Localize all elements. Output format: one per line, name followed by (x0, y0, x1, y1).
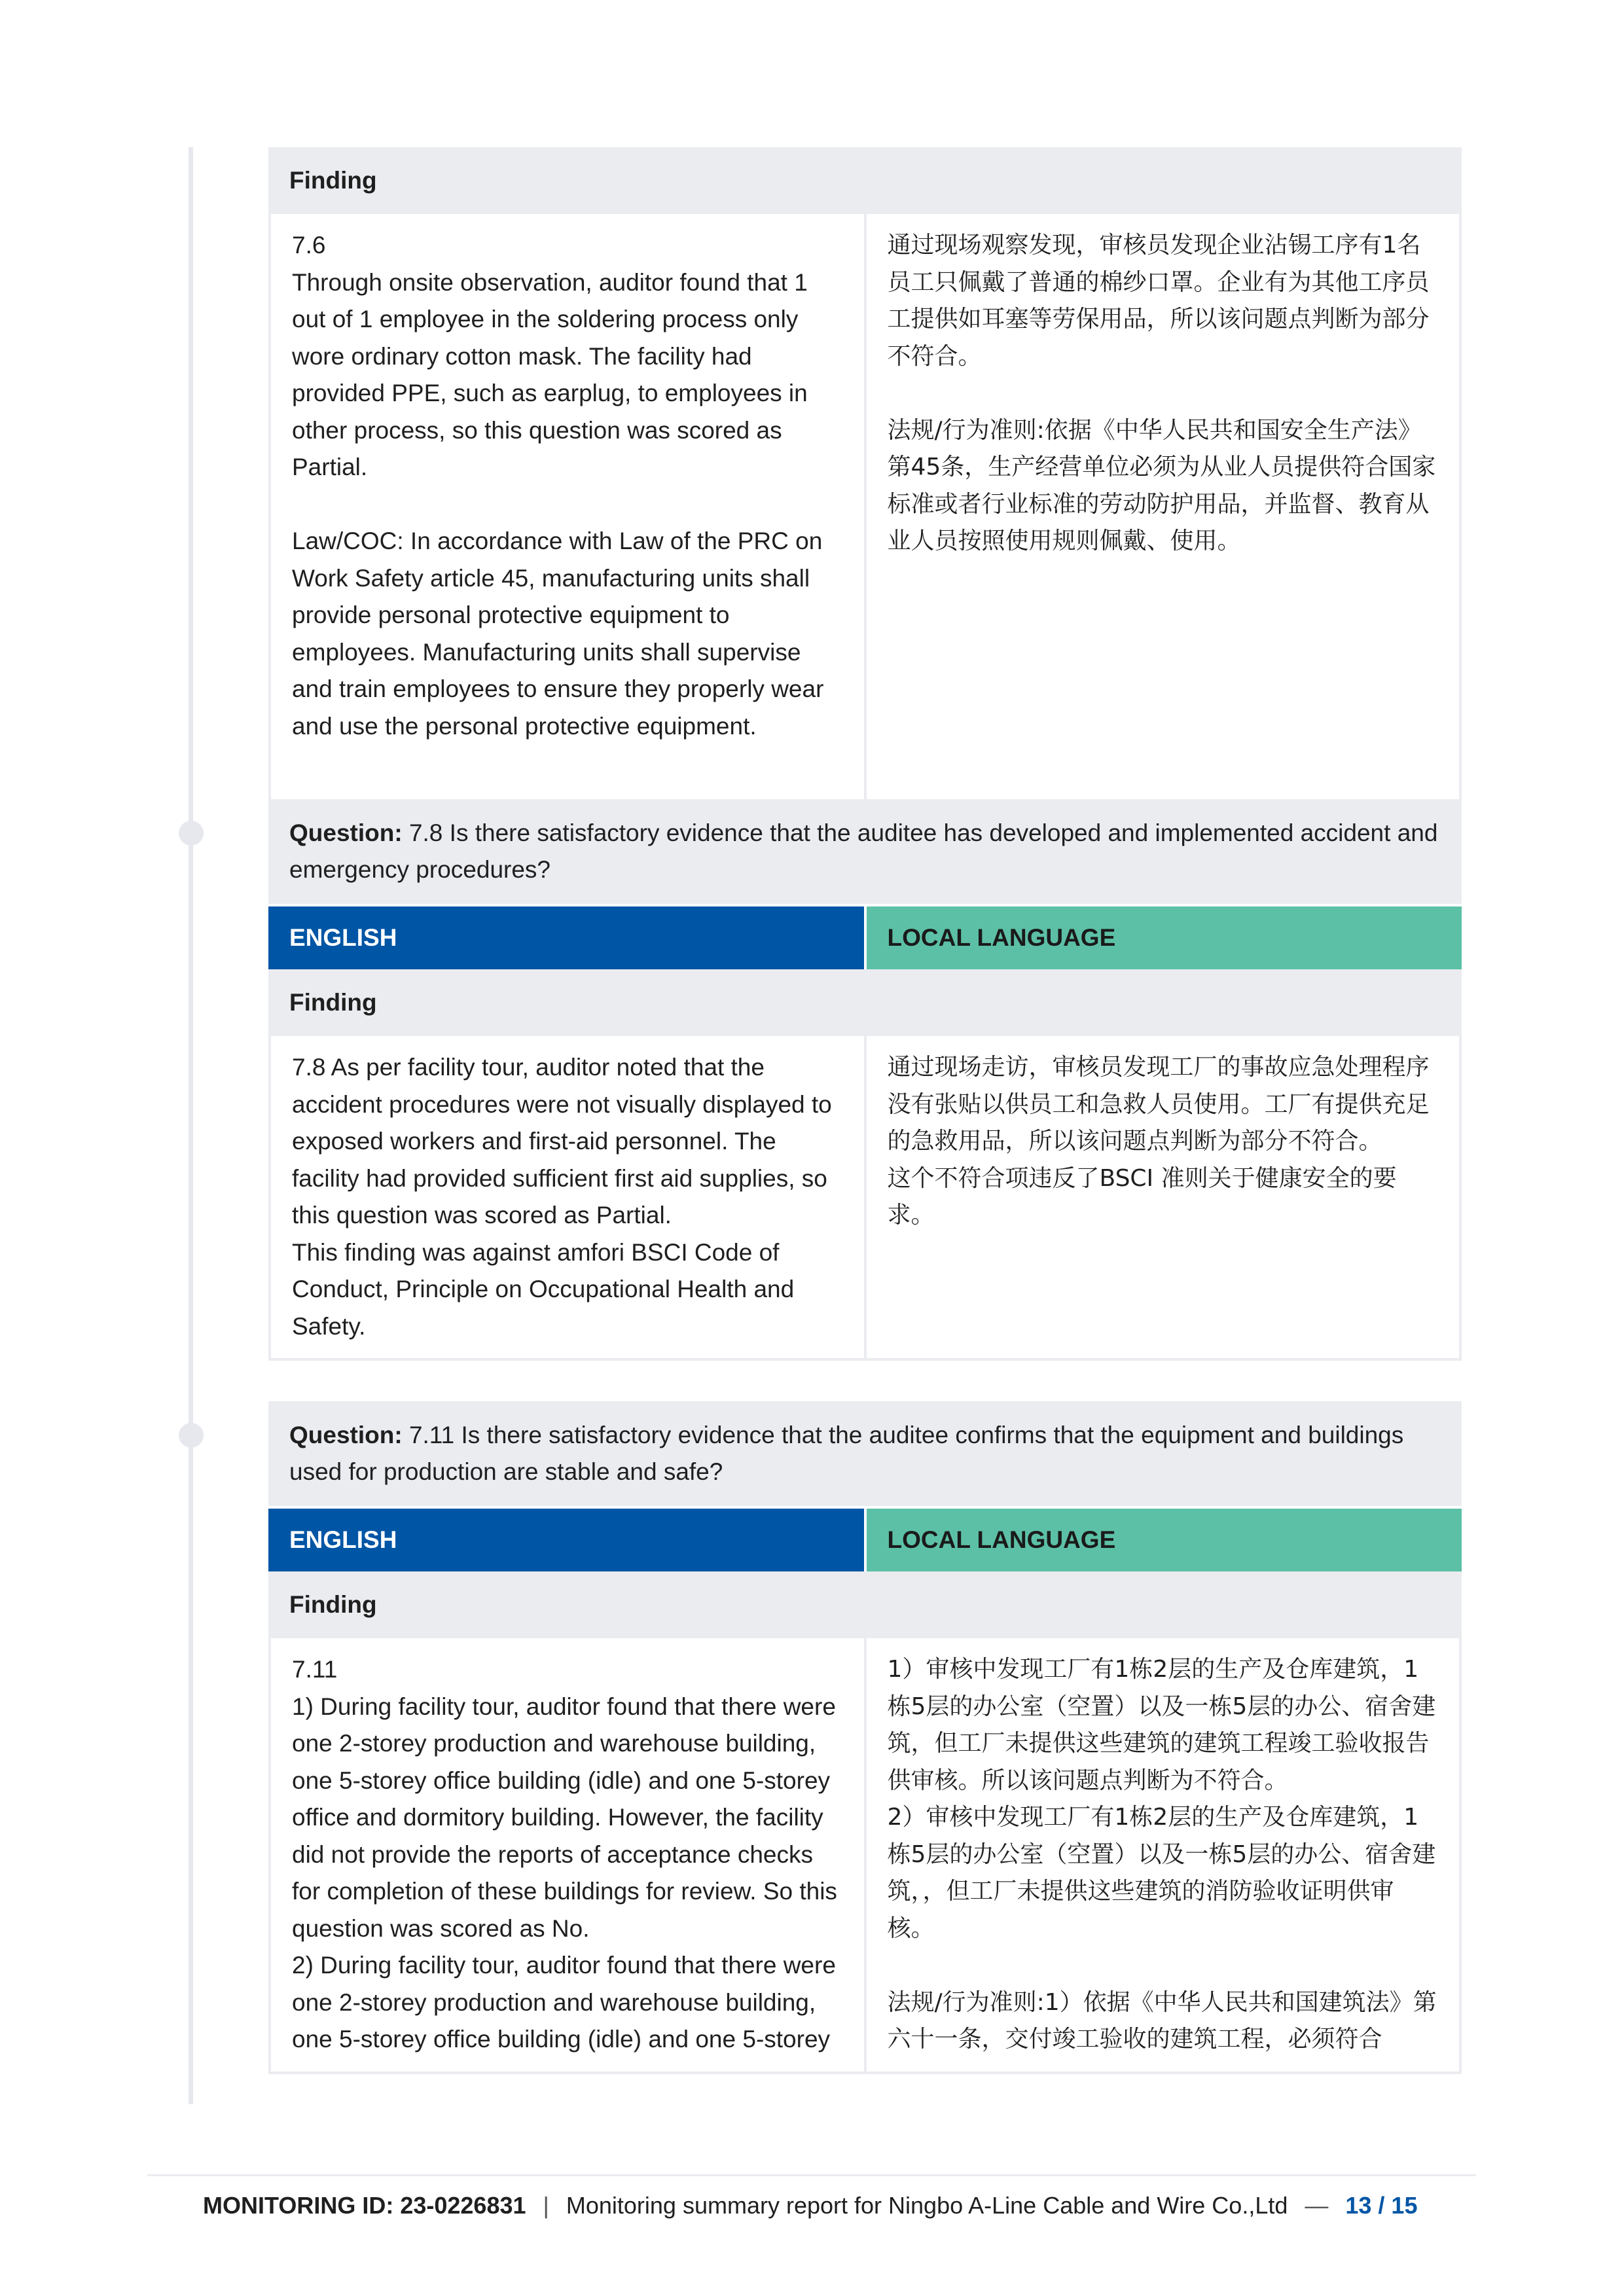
question-header (268, 1401, 1462, 1506)
page-number: 13 / 15 (1345, 2192, 1418, 2219)
english-column-header: ENGLISH (268, 906, 864, 969)
finding-header: Finding (268, 1571, 1462, 1638)
question-text: 7.11 Is there satisfactory evidence that the auditee confirms that the equipment and buildings used for production are stable and safe? (289, 1422, 1404, 1485)
timeline-line (189, 147, 193, 2104)
finding-row (268, 214, 1462, 825)
question-header (268, 799, 1462, 904)
question-text: 7.8 Is there satisfactory evidence that the auditee has developed and implemented accident and emergency procedures? (289, 819, 1438, 883)
language-header-row (268, 1509, 1462, 1571)
language-header-row (268, 906, 1462, 969)
question-section-7-11 (268, 1401, 1462, 2074)
question-label: Question: (289, 1422, 403, 1448)
timeline-dot (179, 1423, 204, 1448)
finding-header: Finding (268, 147, 1462, 214)
finding-local-text: 1）审核中发现工厂有1栋2层的生产及仓库建筑，1栋5层的办公室（空置）以及一栋5层的办公、宿舍建筑，但工厂未提供这些建筑的建筑工程竣工验收报告供审核。所以该问题点判断为不符合。 2）审核中发现工厂有1栋2层的生产及仓库建筑，1栋5层的办公室（空置）以及一栋5层的办公、宿舍建筑，，但工厂未提供这些建筑的消防验收证明供审核。 法规/行为准则:1）依据《中华人民共和国建筑法》第六十一条，交付竣工验收的建筑工程，必须符合 (887, 1656, 1437, 2053)
footer-separator: | (543, 2192, 549, 2219)
timeline-dot (179, 821, 204, 846)
finding-header: Finding (268, 969, 1462, 1036)
local-language-column-header: LOCAL LANGUAGE (867, 1509, 1462, 1571)
finding-row (268, 1036, 1462, 1361)
finding-english-text: 7.8 As per facility tour, auditor noted that the accident procedures were not visually displayed to exposed workers and first-aid personnel. The facility had provided sufficient first aid supplies, so this question was scored as Partial. This finding was against amfori BSCI Code of Conduct, Principle on Occupational Health and Safety. (271, 1036, 867, 1358)
finding-local-text: 通过现场观察发现，审核员发现企业沾锡工序有1名员工只佩戴了普通的棉纱口罩。企业有为其他工序员工提供如耳塞等劳保用品，所以该问题点判断为部分不符合。 法规/行为准则:依据《中华人民共和国安全生产法》第45条，生产经营单位必须为从业人员提供符合国家标准或者行业标准的劳动防护用品，并监督、教育从业人员按照使用规则佩戴、使用。 (887, 232, 1436, 554)
monitoring-id: MONITORING ID: 23-0226831 (203, 2192, 526, 2219)
english-column-header: ENGLISH (268, 1509, 864, 1571)
page-footer (203, 2186, 1417, 2225)
finding-row (268, 1638, 1462, 2074)
report-title: Monitoring summary report for Ningbo A-Line Cable and Wire Co.,Ltd (566, 2192, 1288, 2219)
finding-english-text: 7.11 1) During facility tour, auditor found that there were one 2-storey production and warehouse building, one 5-storey office building (idle) and one 5-storey office and dormitory building. However, the facility did not provide the reports of acceptance checks for completion of these buildings for review. So this question was scored as No. 2) During facility tour, auditor found that there were one 2-storey production and warehouse building, one 5-storey office building (idle) and one 5-storey (271, 1638, 867, 2072)
question-section-7-8 (268, 799, 1462, 1361)
finding-local-text: 通过现场走访，审核员发现工厂的事故应急处理程序没有张贴以供员工和急救人员使用。工厂有提供充足的急救用品，所以该问题点判断为部分不符合。 这个不符合项违反了BSCI 准则关于健康安全的要求。 (887, 1054, 1430, 1229)
finding-section-7-6 (268, 147, 1462, 825)
footer-divider (147, 2174, 1476, 2176)
finding-english-text: 7.6 Through onsite observation, auditor found that 1 out of 1 employee in the soldering process only wore ordinary cotton mask. The facility had provided PPE, such as earplug, to employees in other process, so this question was scored as Partial. Law/COC: In accordance with Law of the PRC on Work Safety article 45, manufacturing units shall provide personal protective equipment to employees. Manufacturing units shall supervise and train employees to ensure they properly wear and use the personal protective equipment. (271, 214, 867, 823)
footer-dash: — (1305, 2192, 1329, 2219)
local-language-column-header: LOCAL LANGUAGE (867, 906, 1462, 969)
question-label: Question: (289, 819, 403, 846)
